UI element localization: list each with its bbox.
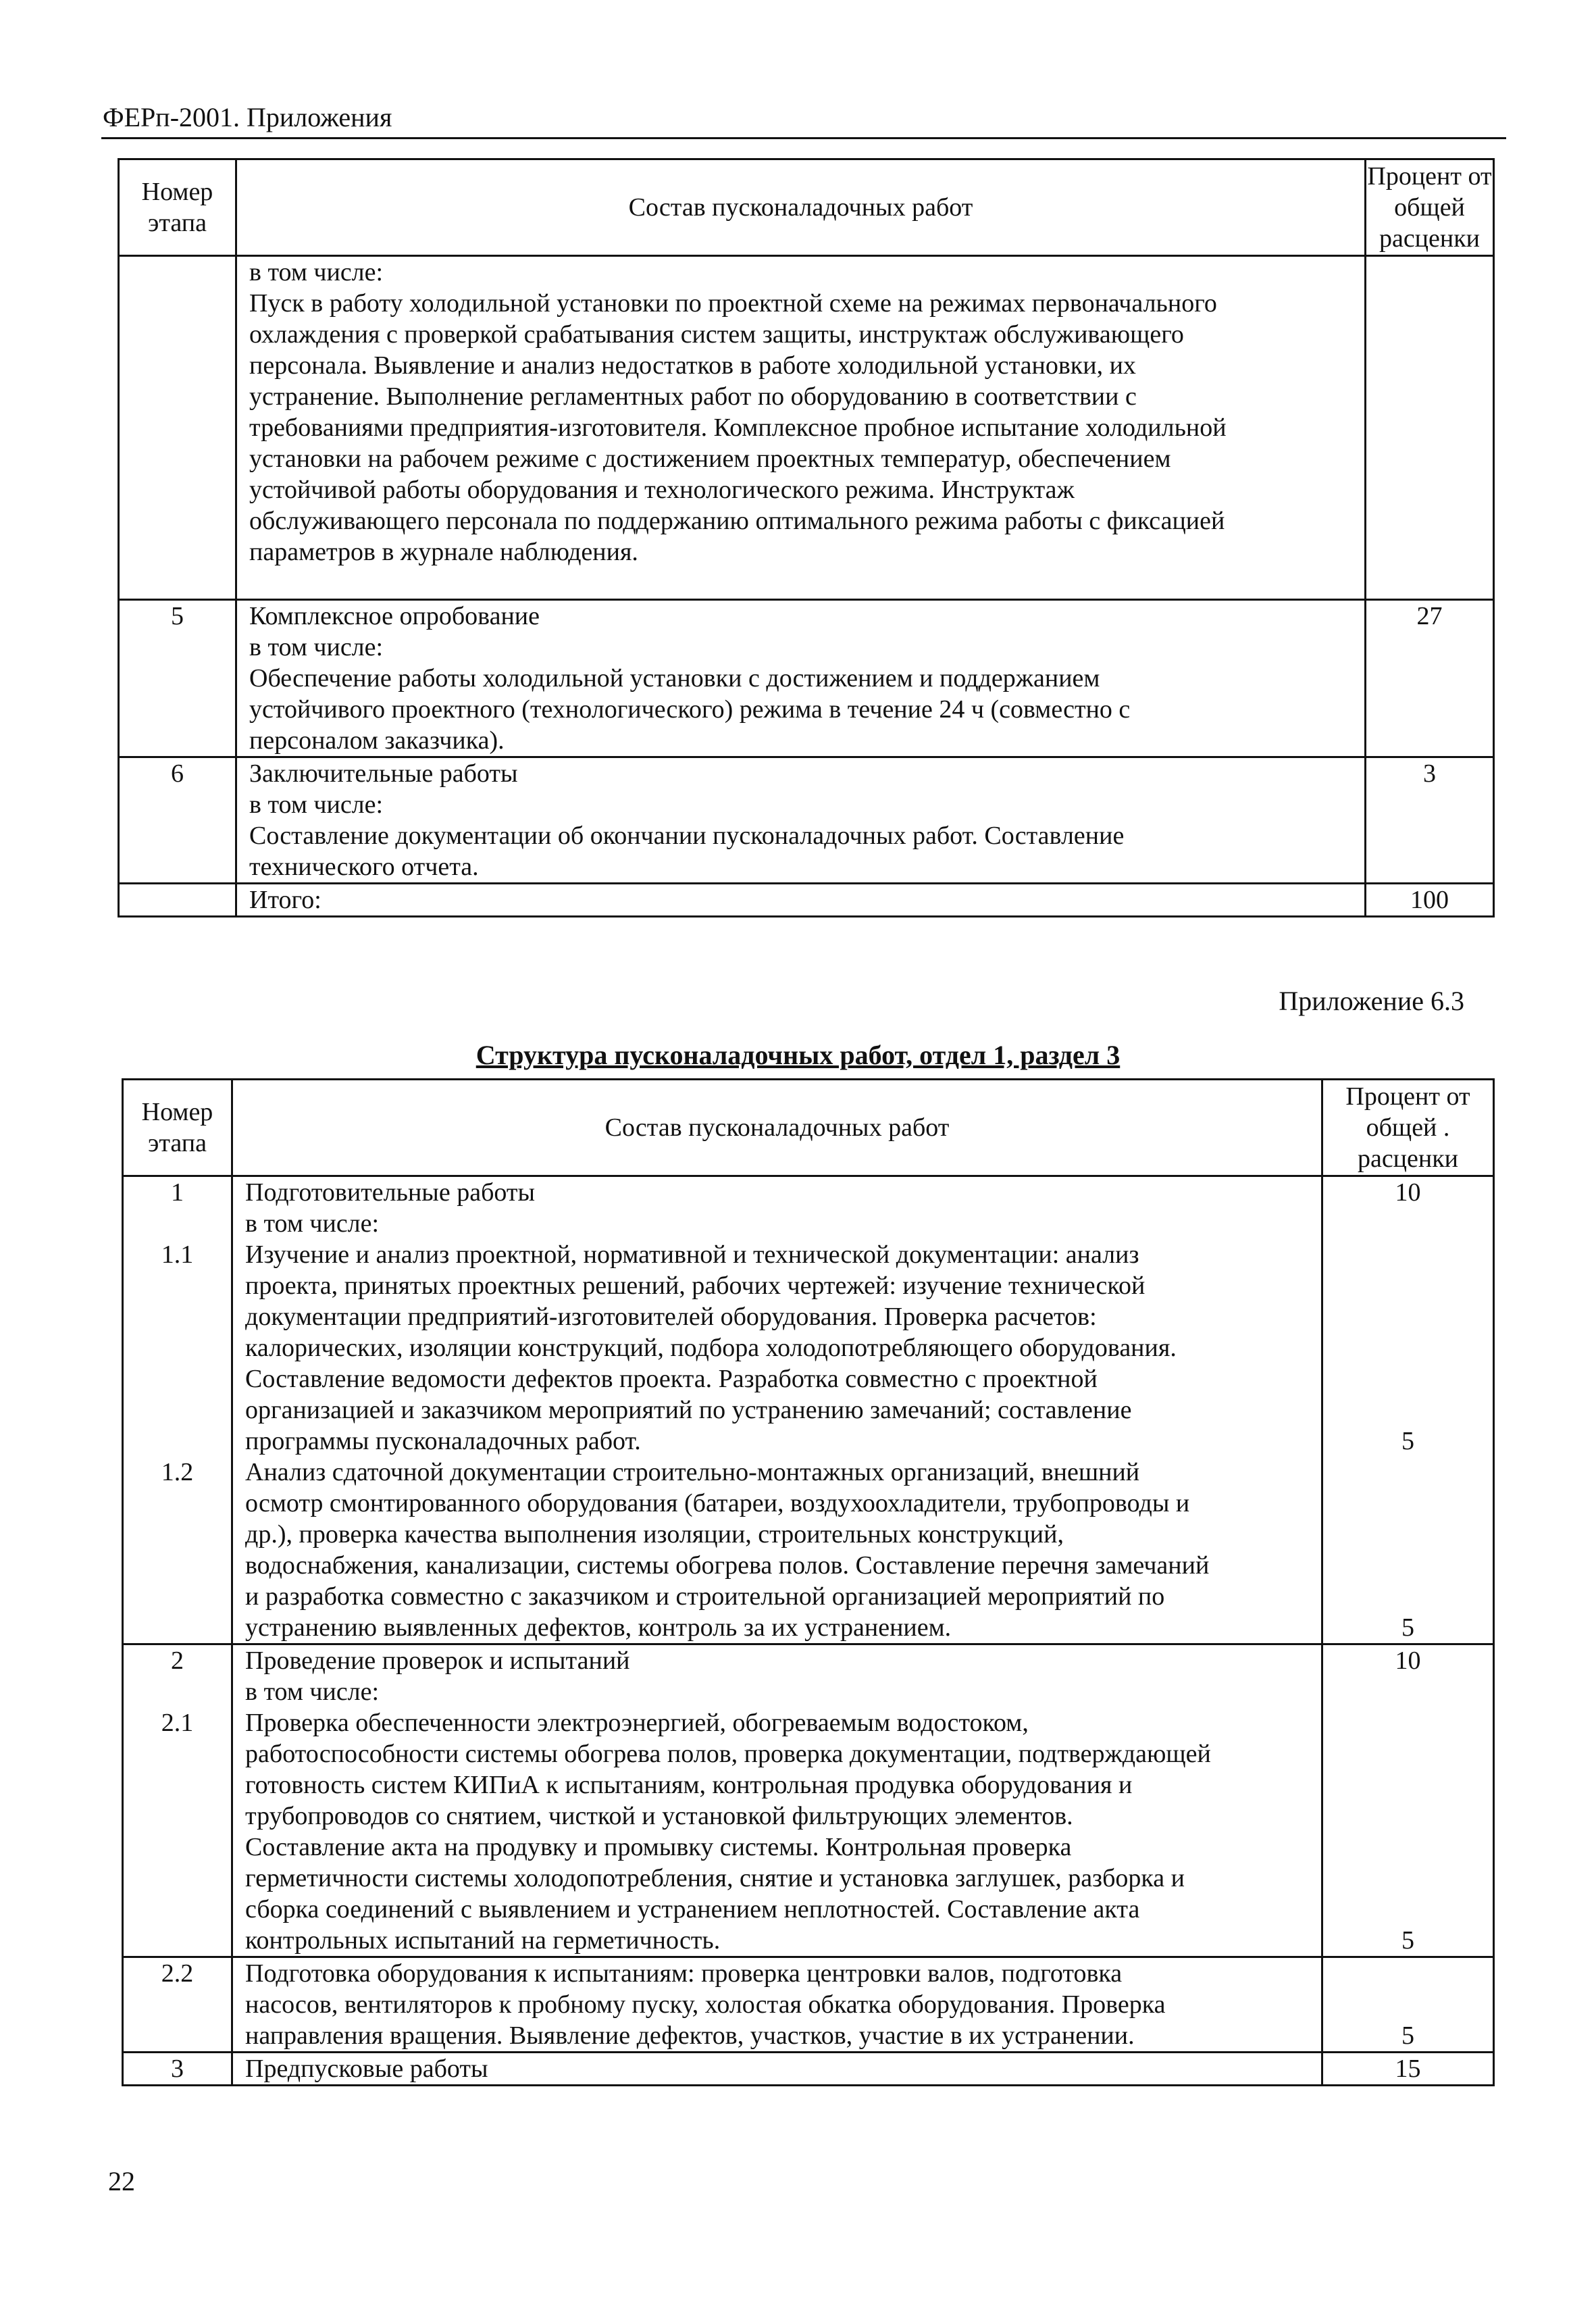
text-line: Составление документации об окончании пусконаладочных работ. Составление [249,822,1125,850]
stage-number [124,1550,231,1581]
stage-percents [1322,2053,1494,2086]
text-line: Проведение проверок и испытаний [245,1646,630,1675]
stage-percent: 5 [1401,1613,1414,1642]
text-line: документации предприятий-изготовителей оборудования. Проверка расчетов: [245,1303,1097,1331]
stage-percent [1366,256,1494,600]
stage-percent [1323,1832,1493,1863]
page-number: 22 [108,2166,135,2196]
stage-number [124,1738,231,1769]
text-line: Итого: [249,886,321,914]
stage-number [124,1208,231,1239]
text-line: в том числе: [249,790,384,819]
text-line: насосов, вентиляторов к пробному пуску, холостая обкатка оборудования. Проверка [245,1990,1166,2019]
stage-number [124,1925,231,1956]
stage-percent [1323,1488,1493,1519]
stage-numbers [123,2053,232,2086]
stage-number [124,1488,231,1519]
table-header-row [123,1080,1494,1176]
text-line: Комплексное опробование [249,602,540,630]
stages-table-continued [118,158,1495,917]
stage-number [124,1863,231,1894]
appendix-label: Приложение 6.3 [1279,986,1464,1016]
stage-description [236,256,1366,600]
stage-number [124,1394,231,1426]
stage-percent [1323,1989,1493,2020]
stage-number [124,1426,231,1457]
stage-percent: 10 [1395,1178,1421,1207]
stage-percents [1322,1644,1494,1957]
stage-number: 6 [119,757,236,884]
stage-number: 2 [171,1646,184,1675]
text-line: программы пусконаладочных работ. [245,1427,641,1455]
stage-number: 2.2 [161,1959,194,1988]
text-line: обслуживающего персонала по поддержанию оптимального режима работы с фиксацией [249,507,1225,535]
stage-number [124,1301,231,1332]
text-line: технического отчета. [249,853,479,881]
stage-number [124,1612,231,1643]
stage-numbers [123,1957,232,2053]
stage-percent [1323,1769,1493,1801]
text-line: Составление ведомости дефектов проекта. Разработка совместно с проектной [245,1365,1098,1393]
table-row [119,256,1494,600]
col-header-percent: Процент от общей . расценки [1322,1080,1494,1176]
stage-percent [1323,1208,1493,1239]
text-line: в том числе: [245,1678,380,1706]
text-line: в том числе: [249,258,384,286]
text-line: Пуск в работу холодильной установки по проектной схеме на режимах первоначального [249,289,1217,318]
stage-percent [1323,1863,1493,1894]
text-line: Обеспечение работы холодильной установки с достижением и поддержанием [249,664,1100,693]
text-line: др.), проверка качества выполнения изоляции, строительных конструкций, [245,1520,1064,1549]
table-row [123,2053,1494,2086]
text-line: Составление акта на продувку и промывку системы. Контрольная проверка [245,1833,1072,1861]
col-header-stage: Номер этапа [119,159,236,256]
stage-percent [1323,1519,1493,1550]
stage-number [124,1832,231,1863]
text-line: Анализ сдаточной документации строительно-монтажных организаций, внешний [245,1458,1140,1486]
stage-percent [1323,1394,1493,1426]
stage-percent [1323,1332,1493,1363]
text-line: персоналом заказчика). [249,726,505,755]
stage-percent: 27 [1366,600,1494,757]
stage-description [232,1644,1322,1957]
stage-percent [1323,1801,1493,1832]
table-row [123,1176,1494,1644]
running-header: ФЕРп-2001. Приложения [103,102,392,132]
stage-percent: 5 [1401,2021,1414,2050]
text-line: организацией и заказчиком мероприятий по устранению замечаний; составление [245,1396,1132,1424]
stage-percents [1322,1176,1494,1644]
text-line: осмотр смонтированного оборудования (батареи, воздухоохладители, трубопроводы и [245,1489,1190,1517]
text-line: трубопроводов со снятием, чисткой и установкой фильтрующих элементов. [245,1802,1073,1830]
stage-number [124,1363,231,1394]
stage-numbers [123,1644,232,1957]
stage-percent: 3 [1366,757,1494,884]
text-line: водоснабжения, канализации, системы обогрева полов. Составление перечня замечаний [245,1551,1210,1580]
stage-percent [1323,1301,1493,1332]
stage-number [119,256,236,600]
text-line: Проверка обеспеченности электроэнергией, обогреваемым водостоком, [245,1709,1029,1737]
stage-description [236,757,1366,884]
table-row [123,1957,1494,2053]
stages-table [122,1078,1495,2086]
text-line: в том числе: [245,1209,380,1238]
text-line: работоспособности системы обогрева полов, проверка документации, подтверждающей [245,1740,1211,1768]
col-header-percent: Процент от общей расценки [1366,159,1494,256]
text-line: Предпусковые работы [245,2055,488,2083]
stage-percent [1323,1581,1493,1612]
table-row [119,757,1494,884]
stage-percent [1323,1676,1493,1707]
stage-numbers [123,1176,232,1644]
stage-number: 5 [119,600,236,757]
col-header-works: Состав пусконаладочных работ [236,159,1366,256]
col-header-works: Состав пусконаладочных работ [232,1080,1322,1176]
text-line: устойчивой работы оборудования и технологического режима. Инструктаж [249,476,1075,504]
text-line: Заключительные работы [249,759,518,788]
stage-number [124,1519,231,1550]
text-line: герметичности системы холодопотребления, снятие и установка заглушек, разборка и [245,1864,1185,1892]
stage-number [124,1676,231,1707]
col-header-stage: Номер этапа [123,1080,232,1176]
total-percent: 100 [1366,884,1494,917]
stage-number [124,1769,231,1801]
text-line: проекта, принятых проектных решений, рабочих чертежей: изучение технической [245,1272,1145,1300]
stage-number [119,884,236,917]
text-line: параметров в журнале наблюдения. [249,538,638,566]
stage-number [124,1801,231,1832]
text-line: охлаждения с проверкой срабатывания систем защиты, инструктаж обслуживающего [249,320,1184,349]
text-line: установки на рабочем режиме с достижением проектных температур, обеспечением [249,445,1171,473]
stage-description [236,600,1366,757]
text-line: персонала. Выявление и анализ недостатков в работе холодильной установки, их [249,351,1136,380]
text-line: сборка соединений с выявлением и устранением неплотностей. Составление акта [245,1895,1140,1923]
stage-description [232,1176,1322,1644]
stage-percent [1323,1550,1493,1581]
text-line: калорических, изоляции конструкций, подбора холодопотребляющего оборудования. [245,1334,1177,1362]
stage-description [232,2053,1322,2086]
text-line: требованиями предприятия-изготовителя. Комплексное пробное испытание холодильной [249,413,1227,442]
total-label [236,884,1366,917]
stage-percent [1323,1738,1493,1769]
stage-number [124,2020,231,2051]
text-line: устойчивого проектного (технологического) режима в течение 24 ч (совместно с [249,695,1131,724]
text-line: Подготовительные работы [245,1178,536,1207]
table-row-total [119,884,1494,917]
text-line: устранение. Выполнение регламентных работ по оборудованию в соответствии с [249,382,1137,411]
stage-number: 1.2 [161,1458,194,1486]
stage-percent [1323,1707,1493,1738]
stage-percent: 5 [1401,1926,1414,1955]
stage-percent: 5 [1401,1427,1414,1455]
stage-percent [1323,1958,1493,1989]
stage-percent: 10 [1395,1646,1421,1675]
text-line: Изучение и анализ проектной, нормативной и технической документации: анализ [245,1240,1139,1269]
stage-percents [1322,1957,1494,2053]
table-row [123,1644,1494,1957]
stage-number: 1 [171,1178,184,1207]
text-line: устранению выявленных дефектов, контроль за их устранением. [245,1613,952,1642]
stage-percent [1323,1894,1493,1925]
stage-percent [1323,1457,1493,1488]
text-line: контрольных испытаний на герметичность. [245,1926,721,1955]
stage-description [232,1957,1322,2053]
stage-number [124,1581,231,1612]
text-line: в том числе: [249,633,384,661]
stage-number: 1.1 [161,1240,194,1269]
table-row [119,600,1494,757]
text-line: готовность систем КИПиА к испытаниям, контрольная продувка оборудования и [245,1771,1133,1799]
text-line: направления вращения. Выявление дефектов, участков, участие в их устранении. [245,2021,1135,2050]
table-header-row [119,159,1494,256]
stage-number: 3 [171,2055,184,2083]
stage-number [124,1332,231,1363]
stage-percent [1323,1239,1493,1270]
text-line: и разработка совместно с заказчиком и строительной организацией мероприятий по [245,1582,1165,1611]
stage-number [124,1989,231,2020]
text-line: Подготовка оборудования к испытаниям: проверка центровки валов, подготовка [245,1959,1123,1988]
header-rule [101,137,1506,139]
stage-percent [1323,1270,1493,1301]
stage-percent [1323,1363,1493,1394]
stage-percent: 15 [1395,2055,1421,2083]
table-caption: Структура пусконаладочных работ, отдел 1, раздел 3 [475,1040,1121,1070]
stage-number [124,1894,231,1925]
stage-number: 2.1 [161,1709,194,1737]
stage-number [124,1270,231,1301]
